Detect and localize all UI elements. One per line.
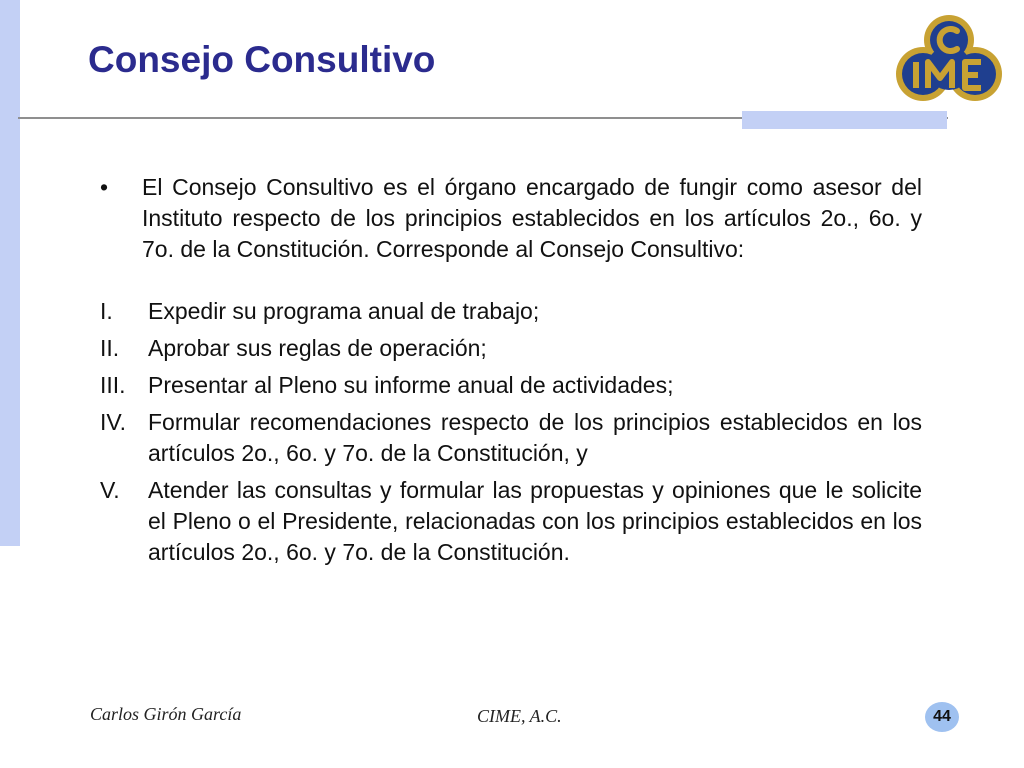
list-item-number: II. (100, 335, 120, 361)
list-item-text: Aprobar sus reglas de operación; (148, 335, 487, 361)
bullet-mark: • (100, 174, 109, 200)
list-item-text: Atender las consultas y formular las propuestas y opiniones que le solicite el Pleno o el Presidente, relacionadas con los principios establecidos en los artículos 2o., 6o. y 7o. de la Constitución. (148, 477, 922, 565)
list-item (100, 407, 922, 469)
footer-organization: CIME, A.C. (477, 706, 562, 726)
footer-author: Carlos Girón García (90, 704, 242, 724)
list-item-number: I. (100, 298, 113, 324)
cime-logo (893, 12, 1005, 112)
list-item-number: V. (100, 477, 120, 503)
slide-body (100, 172, 922, 574)
divider-accent-block (742, 111, 947, 129)
left-accent-bar (0, 0, 20, 546)
list-item (100, 296, 922, 327)
list-item-text: Formular recomendaciones respecto de los principios establecidos en los artículos 2o., 6o. y 7o. de la Constitución, y (148, 409, 922, 466)
list-item-text: Expedir su programa anual de trabajo; (148, 298, 540, 324)
list-item (100, 333, 922, 364)
page-number-badge: 44 (925, 702, 959, 732)
intro-text: El Consejo Consultivo es el órgano encargado de fungir como asesor del Instituto respecto de los principios establecidos en los artículos 2o., 6o. y 7o. de la Constitución. Corresponde al Consejo Consultivo: (142, 174, 922, 262)
list-item-text: Presentar al Pleno su informe anual de actividades; (148, 372, 674, 398)
attributions-list (100, 296, 922, 568)
slide-title: Consejo Consultivo (88, 39, 436, 80)
list-item (100, 475, 922, 568)
intro-bullet (100, 172, 922, 265)
list-item (100, 370, 922, 401)
list-item-number: III. (100, 372, 126, 398)
list-item-number: IV. (100, 409, 127, 435)
